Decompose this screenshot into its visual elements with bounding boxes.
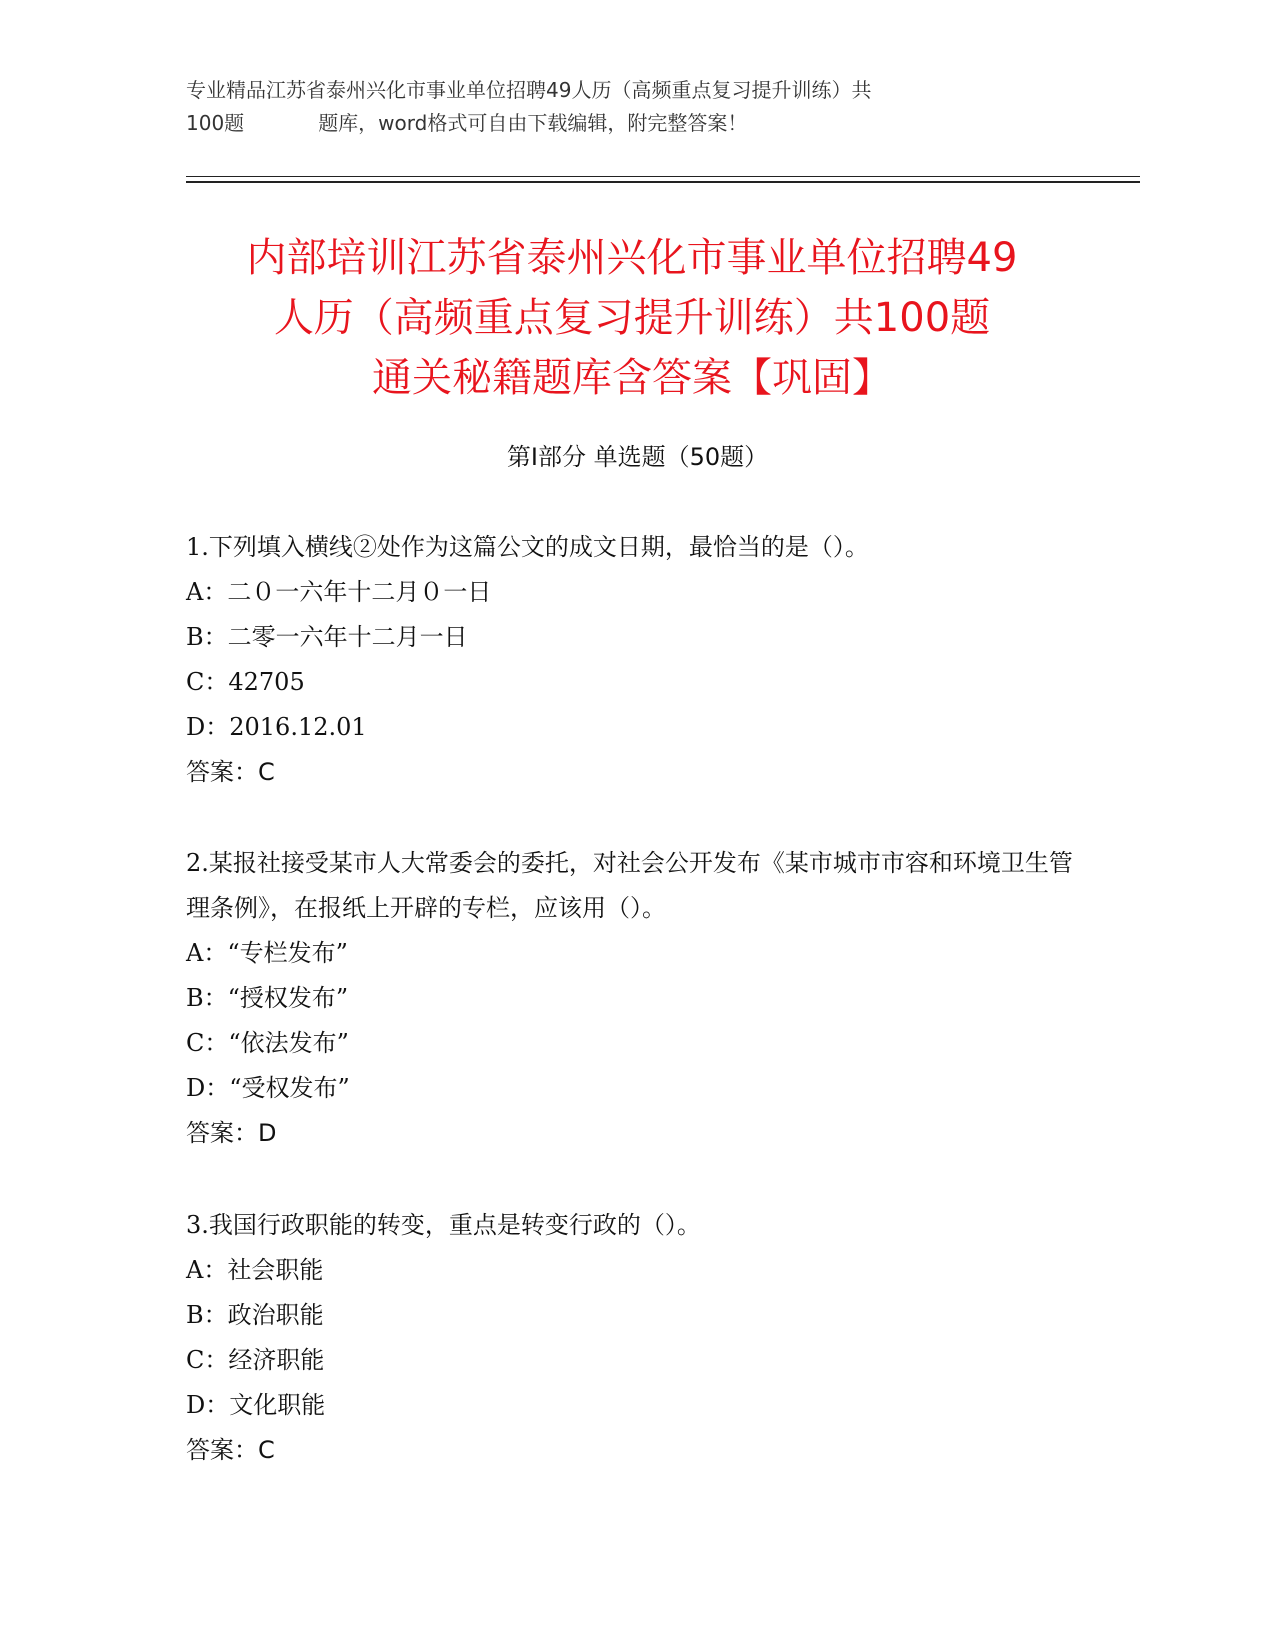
answer: 答案：C [186,1436,275,1464]
header-line-1: 专业精品江苏省泰州兴化市事业单位招聘49人历（高频重点复习提升训练）共 [186,78,872,102]
question-1 [186,525,1086,795]
option-b: B：二零一六年十二月一日 [186,623,468,651]
option-d: D：文化职能 [186,1391,326,1419]
page-header [186,74,1086,140]
option-c: C：“依法发布” [186,1029,349,1057]
option-b: B：政治职能 [186,1301,324,1329]
question-stem: 3.我国行政职能的转变，重点是转变行政的（）。 [186,1211,701,1239]
answer: 答案：D [186,1119,277,1147]
header-line-2b: 题库，word格式可自由下载编辑，附完整答案！ [318,111,748,135]
header-divider-thick [186,181,1140,183]
option-a: A：社会职能 [186,1256,324,1284]
option-a: A：二０一六年十二月０一日 [186,578,492,606]
option-c: C：经济职能 [186,1346,325,1374]
header-line-2a: 100题 [186,111,245,135]
option-d: D：“受权发布” [186,1074,350,1102]
option-d: D：2016.12.01 [186,713,367,741]
question-stem: 1.下列填入横线②处作为这篇公文的成文日期，最恰当的是（）。 [186,533,869,561]
question-stem: 2.某报社接受某市人大常委会的委托，对社会公开发布《某市城市市容和环境卫生管理条例》，在报纸上开辟的专栏，应该用（）。 [186,849,1073,922]
section-heading: 第Ⅰ部分 单选题（50题） [506,443,769,471]
document-title [160,228,1104,408]
option-a: A：“专栏发布” [186,939,348,967]
answer: 答案：C [186,758,275,786]
option-b: B：“授权发布” [186,984,349,1012]
question-2 [186,841,1086,1156]
header-divider-thin [186,176,1140,177]
title-line-2: 人历（高频重点复习提升训练）共100题 [273,295,991,341]
title-line-1: 内部培训江苏省泰州兴化市事业单位招聘49 [246,235,1018,281]
question-3 [186,1203,1086,1473]
title-line-3: 通关秘籍题库含答案【巩固】 [372,355,892,401]
option-c: C：42705 [186,668,305,696]
